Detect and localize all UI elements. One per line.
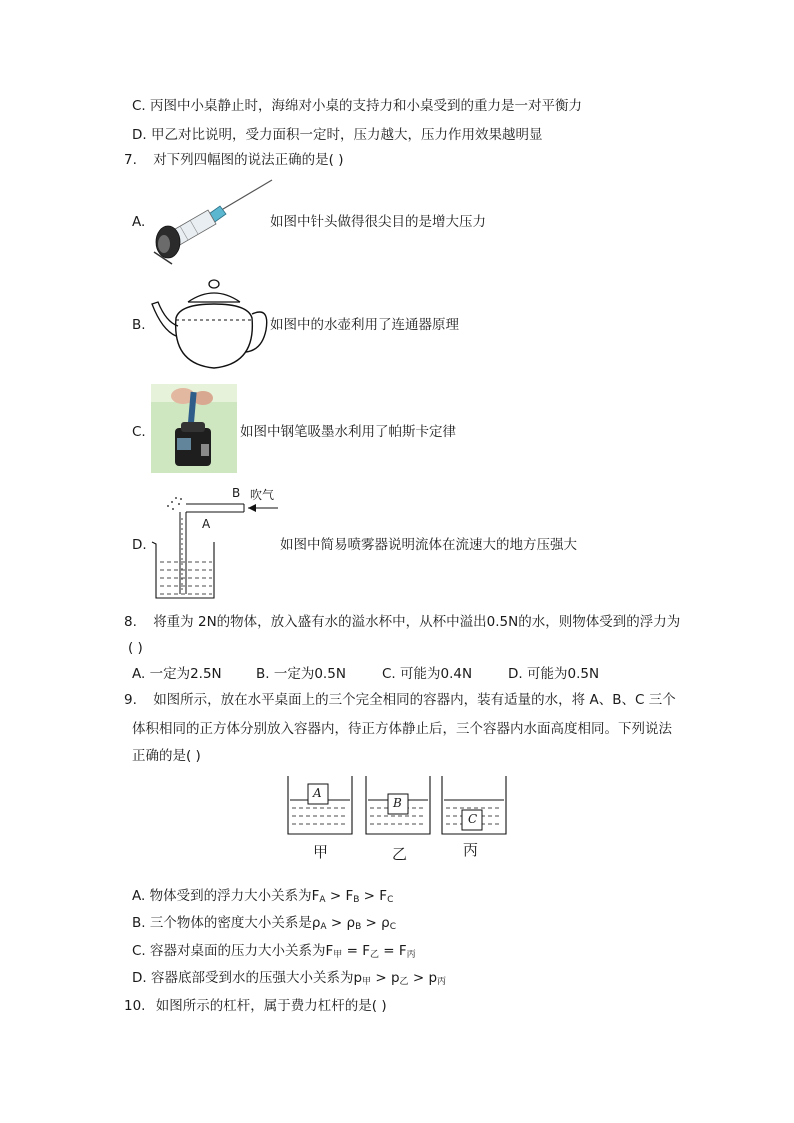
- question-10: [124, 996, 387, 1016]
- option-letter-b: B.: [132, 317, 146, 333]
- question-stem: 如图所示的杠杆，属于费力杠杆的是( ): [155, 998, 387, 1014]
- q8-option-a: A. 一定为2.5N: [132, 666, 222, 682]
- question-9: [124, 690, 676, 710]
- q8-option-d: D. 可能为0.5N: [508, 666, 600, 682]
- question-stem-line1: 如图所示，放在水平桌面上的三个完全相同的容器内，装有适量的水，将 A、B、C 三个: [153, 692, 676, 708]
- container-label-yi: 乙: [392, 845, 408, 863]
- question-number: 7.: [124, 152, 137, 168]
- q9-option-b: B. 三个物体的密度大小关系是$\rho_A > \rho_B > \rho_C$: [132, 915, 397, 932]
- q9-option-c: C. 容器对桌面的压力大小关系为$F_甲 = F_乙 = F_丙$: [132, 943, 416, 960]
- block-a-label: A: [313, 786, 322, 800]
- q8-option-b: B. 一定为0.5N: [256, 666, 346, 682]
- q9-option-a: A. 物体受到的浮力大小关系为$F_A > F_B > F_C$: [132, 888, 394, 905]
- question-8-paren: ( ): [128, 640, 143, 656]
- option-letter-d: D.: [132, 537, 147, 553]
- option-letter-c: C.: [132, 424, 146, 440]
- option-text-c: 如图中钢笔吸墨水利用了帕斯卡定律: [240, 424, 456, 440]
- option-text-d: 如图中简易喷雾器说明流体在流速大的地方压强大: [280, 537, 577, 553]
- syringe-image: [150, 178, 275, 268]
- block-b-label: B: [393, 796, 402, 810]
- question-stem-line1: 将重为 2N的物体，放入盛有水的溢水杯中，从杯中溢出0.5N的水，则物体受到的浮力为: [153, 614, 681, 630]
- block-c-label: C: [468, 812, 478, 826]
- q8-option-c: C. 可能为0.4N: [382, 666, 473, 682]
- question-stem: 对下列四幅图的说法正确的是( ): [153, 152, 344, 168]
- option-text-b: 如图中的水壶利用了连通器原理: [270, 317, 459, 333]
- question-7: [124, 150, 344, 170]
- option-letter-a: A.: [132, 214, 146, 230]
- container-jia: [288, 776, 352, 834]
- option-text-a: 如图中针头做得很尖目的是增大压力: [270, 214, 486, 230]
- sprayer-label-blow: 吹气: [250, 488, 275, 502]
- fountain-pen-ink-photo: [151, 384, 237, 473]
- q9-option-d: D. 容器底部受到水的压强大小关系为$p_甲 > p_乙 > p_丙$: [132, 970, 447, 987]
- container-label-jia: 甲: [313, 843, 329, 861]
- sprayer-label-a: A: [202, 517, 211, 531]
- sprayer-label-b: B: [232, 486, 241, 500]
- prev-option-d: D. 甲乙对比说明，受力面积一定时，压力越大，压力作用效果越明显: [132, 127, 543, 143]
- question-number: 10.: [124, 998, 146, 1014]
- teapot-image: [148, 278, 270, 370]
- prev-option-c: C. 丙图中小桌静止时，海绵对小桌的支持力和小桌受到的重力是一对平衡力: [132, 98, 583, 114]
- question-stem-line2: 体积相同的正方体分别放入容器内，待正方体静止后，三个容器内水面高度相同。下列说法: [132, 721, 672, 737]
- question-8: [124, 612, 680, 632]
- container-label-bing: 丙: [463, 841, 479, 859]
- question-number: 8.: [124, 614, 137, 630]
- question-number: 9.: [124, 692, 137, 708]
- question-stem-line3: 正确的是( ): [132, 748, 201, 764]
